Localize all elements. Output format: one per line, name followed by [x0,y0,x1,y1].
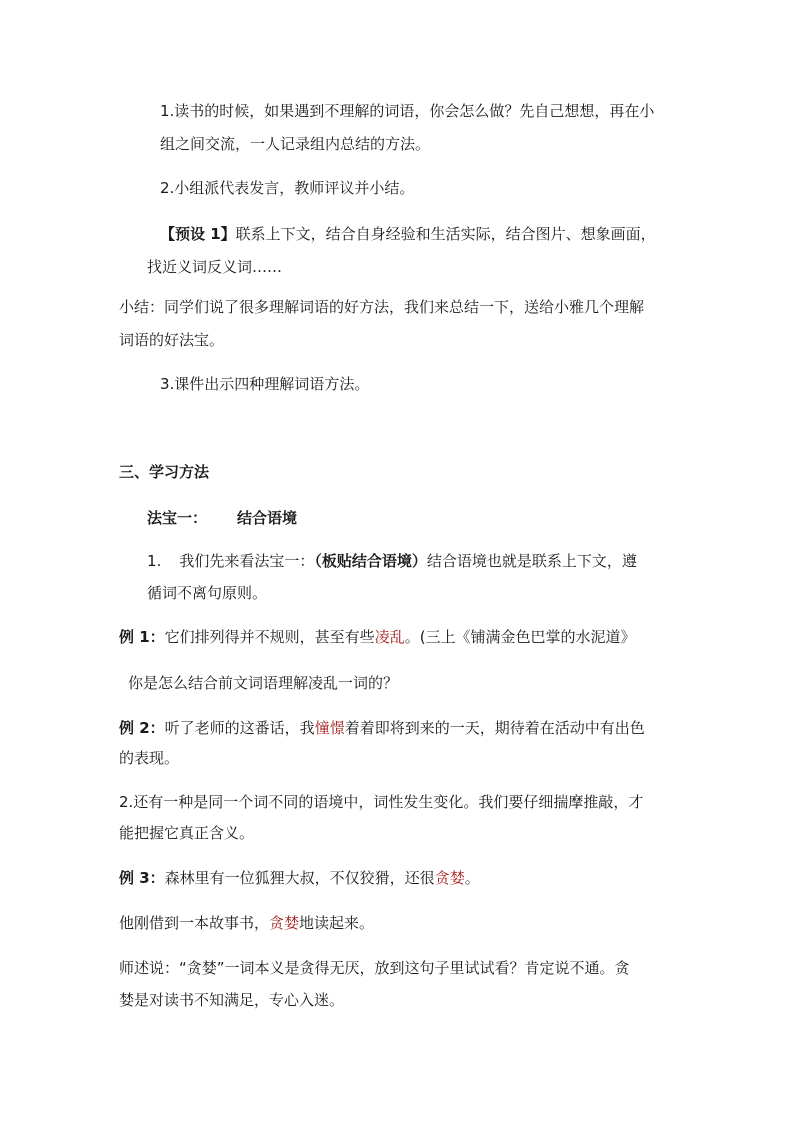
preset-line2: 找近义词反义词…… [147,258,283,276]
method1-name: 结合语境 [237,509,298,527]
example2-line1 [119,718,645,738]
preset-text: 联系上下文，结合自身经验和生活实际，结合图片、想象画面， [235,225,656,243]
example3-post: 。 [464,869,480,887]
example3-highlight: 贪婪 [434,869,465,887]
step2: 2.小组派代表发言，教师评议并小结。 [160,179,415,197]
summary-line1: 小结：同学们说了很多理解词语的好方法，我们来总结一下，送给小雅几个理解 [119,298,645,316]
teacher-line1: 师述说：“贪婪”一词本义是贪得无厌，放到这句子里试试看？肯定说不通。贪 [119,959,630,977]
step3: 3.课件出示四种理解词语方法。 [160,375,370,393]
example2-post: 着着即将到来的一天，期待着在活动中有出色 [344,719,645,737]
item1-line2: 循词不离句原则。 [147,584,268,602]
example2-pre: 听了老师的这番话，我 [164,719,315,737]
example3b [119,913,374,933]
example2-highlight: 憧憬 [314,719,345,737]
preset-label: 【预设 1】 [160,225,236,243]
method1-label: 法宝一： [147,509,208,527]
example1-post: 。(三上《铺满金色巴掌的水泥道》 [404,628,636,646]
item1-line1 [147,551,637,571]
teacher-line2: 婪是对读书不知满足，专心入迷。 [119,991,345,1009]
example1-pre: 它们排列得并不规则，甚至有些 [164,628,375,646]
example3-pre: 森林里有一位狐狸大叔，不仅狡猾，还很 [164,869,435,887]
point2-line2: 能把握它真正含义。 [119,824,255,842]
example2-label: 例 2： [119,719,165,737]
item1-number: 1. [147,552,162,570]
item1-pre: 我们先来看法宝一： [179,552,315,570]
step1-line2: 组之间交流，一人记录组内总结的方法。 [160,135,431,153]
example3b-post: 地读起来。 [299,914,375,932]
example3b-pre: 他刚借到一本故事书， [119,914,270,932]
step1-line1: 1.读书的时候，如果遇到不理解的词语，你会怎么做？先自己想想，再在小 [160,102,655,120]
example1-highlight: 凌乱 [374,628,405,646]
preset-line1 [160,224,656,244]
example1-question: 你是怎么结合前文词语理解凌乱一词的？ [128,674,399,692]
item1-board-note: （板贴结合语境） [314,552,427,570]
section-heading: 三、学习方法 [119,463,210,481]
method1-heading [147,508,297,528]
example1 [119,627,636,647]
summary-line2: 词语的好法宝。 [119,331,225,349]
item1-post: 结合语境也就是联系上下文，遵 [426,552,637,570]
point2-line1: 2.还有一种是同一个词不同的语境中，词性发生变化。我们要仔细揣摩推敲，才 [119,793,644,811]
example1-label: 例 1： [119,628,165,646]
example2-line2: 的表现。 [119,749,180,767]
example3b-highlight: 贪婪 [269,914,300,932]
example3 [119,868,480,888]
example3-label: 例 3： [119,869,165,887]
